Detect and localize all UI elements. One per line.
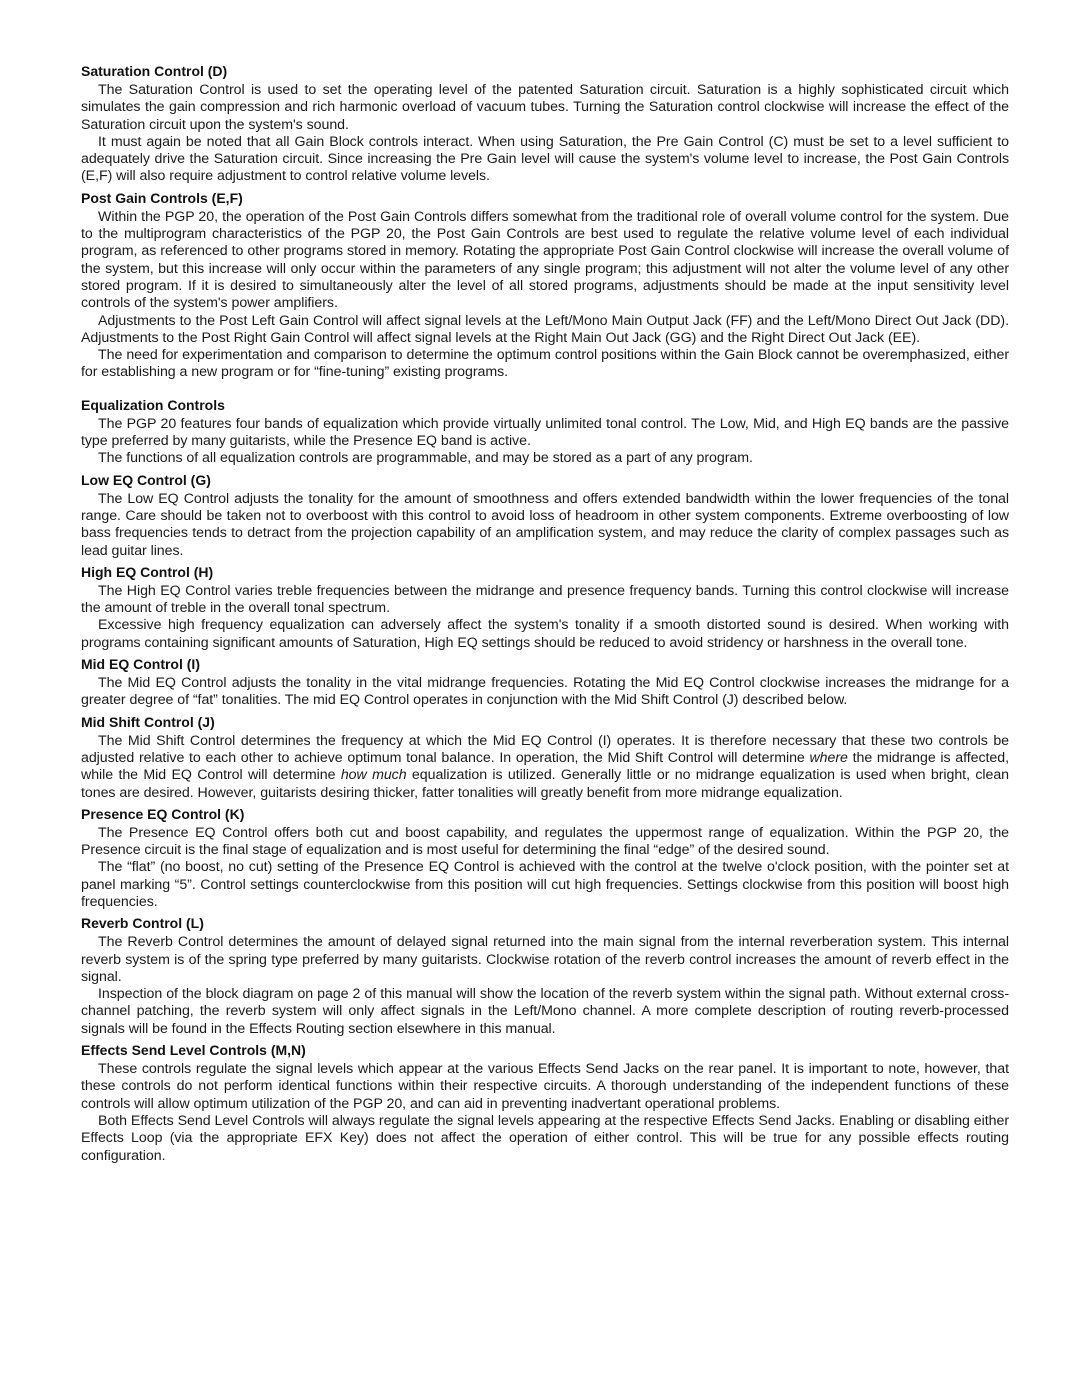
text-run: The Mid Shift Control determines the frequency at which the Mid EQ Control (I) operates. It is therefore necessary that these two controls be adjusted relative to each other to achieve optimum tonal balance. In operation, the Mid Shift Control will determine [81,732,1009,766]
body-paragraph: Within the PGP 20, the operation of the Post Gain Controls differs somewhat from the traditional role of overall volume control for the system. Due to the multiprogram characteristics of the PGP 20, the Post Gain Controls are best used to regulate the relative volume level of each individual program, as referenced to other programs stored in memory. Rotating the appropriate Post Gain Control clockwise will increase the overall volume of the system, but this increase will only occur within the parameters of any single program; this adjustment will not alter the volume level of any other stored program. If it is desired to simultaneously alter the level of all stored programs, adjustments should be made at the input sensitivity level controls of the system's power amplifiers. [81,208,1009,312]
emphasis-text: how much [340,767,407,784]
body-paragraph: These controls regulate the signal levels which appear at the various Effects Send Jacks on the rear panel. It is important to note, however, that these controls do not perform identical functions within their respective circuits. A thorough understanding of the independent functions of these controls will allow optimum utilization of the PGP 20, and can aid in preventing inadvertant operational problems. [81,1061,1009,1112]
section-heading: Mid Shift Control (J) [81,713,215,730]
body-paragraph: Adjustments to the Post Left Gain Control will affect signal levels at the Left/Mono Main Output Jack (FF) and the Left/Mono Direct Out Jack (DD). Adjustments to the Post Right Gain Control will affect signal levels at the Right Main Out Jack (GG) and the Right Direct Out Jack (EE). [81,312,1009,346]
section-heading: High EQ Control (H) [81,563,214,580]
body-paragraph: The High EQ Control varies treble frequencies between the midrange and presence frequency bands. Turning this control clockwise will increase the amount of treble in the overall tonal spectrum. [81,582,1009,617]
section-effects-send-level-controls [81,1041,1009,1165]
body-paragraph: Excessive high frequency equalization can adversely affect the system's tonality if a smooth distorted sound is desired. When working with programs containing significant amounts of Saturation, High EQ settings should be reduced to avoid stridency or harshness in the overall tone. [81,617,1009,651]
body-paragraph [81,733,1009,802]
section-low-eq-control [81,471,1009,560]
manual-page [81,62,1009,1168]
section-heading: Mid EQ Control (I) [81,656,200,673]
section-high-eq-control [81,563,1009,652]
section-post-gain-controls [81,189,1009,382]
text-run: equalization is utilized. Generally little or no midrange equalization is used when bright, clean tones are desired. However, guitarists desiring thicker, fatter tonalities will greatly benefit from more midrange equalization. [81,767,1009,801]
body-paragraph: The Saturation Control is used to set the operating level of the patented Saturation circuit. Saturation is a highly sophisticated circuit which simulates the gain compression and rich harmonic overload of vacuum tubes. Turning the Saturation control clockwise will increase the effect of the Saturation circuit upon the system's sound. [81,82,1009,133]
body-paragraph: The Mid EQ Control adjusts the tonality in the vital midrange frequencies. Rotating the Mid EQ Control clockwise increases the midrange for a greater degree of “fat” tonalities. The mid EQ Control operates in conjunction with the Mid Shift Control (J) described below. [81,675,1009,709]
section-heading: Presence EQ Control (K) [81,805,245,822]
body-paragraph: The PGP 20 features four bands of equalization which provide virtually unlimited tonal control. The Low, Mid, and High EQ bands are the passive type preferred by many guitarists, while the Presence EQ band is active. [81,415,1009,450]
body-paragraph: The Low EQ Control adjusts the tonality for the amount of smoothness and offers extended bandwidth within the lower frequencies of the tonal range. Care should be taken not to overboost with this control to avoid loss of headroom in other system components. Extreme overboosting of low bass frequencies tends to detract from the projection capability of an amplification system, and may reduce the clarity of complex passages such as lead guitar lines. [81,490,1009,559]
section-heading: Equalization Controls [81,396,225,413]
body-paragraph: Both Effects Send Level Controls will always regulate the signal levels appearing at the respective Effects Send Jacks. Enabling or disabling either Effects Loop (via the appropriate EFX Key) does not affect the operation of either control. This will be true for any possible effects routing configuration. [81,1112,1009,1164]
body-paragraph: Inspection of the block diagram on page 2 of this manual will show the location of the reverb system within the signal path. Without external cross-channel patching, the reverb system will only affect signals in the Left/Mono channel. A more complete description of routing reverb-processed signals will be found in the Effects Routing section elsewhere in this manual. [81,986,1009,1037]
text-run: the midrange is affected, while the Mid EQ Control will determine [81,749,1009,784]
section-presence-eq-control [81,805,1009,911]
section-heading: Reverb Control (L) [81,915,204,932]
body-paragraph: It must again be noted that all Gain Block controls interact. When using Saturation, the Pre Gain Control (C) must be set to a level sufficient to adequately drive the Saturation circuit. Since increasing the Pre Gain level will cause the system's volume level to increase, the Post Gain Controls (E,F) will also require adjustment to control relative volume levels. [81,133,1009,185]
body-paragraph: The functions of all equalization controls are programmable, and may be stored as a part of any program. [98,450,753,467]
section-heading: Post Gain Controls (E,F) [81,189,243,206]
section-mid-eq-control [81,655,1009,710]
section-saturation-control [81,62,1009,186]
emphasis-text: where [809,749,848,766]
body-paragraph: The need for experimentation and comparison to determine the optimum control positions within the Gain Block cannot be overemphasized, either for establishing a new program or for “fine-tuning” existing programs. [81,347,1009,381]
body-paragraph: The Reverb Control determines the amount of delayed signal returned into the main signal from the internal reverberation system. This internal reverb system is of the spring type preferred by many guitarists. Clockwise rotation of the reverb control increases the amount of reverb effect in the signal. [81,934,1009,985]
body-paragraph: The “flat” (no boost, no cut) setting of the Presence EQ Control is achieved with the control at the twelve o'clock position, with the pointer set at panel marking “5”. Control settings counterclockwise from this position will cut high frequencies. Settings clockwise from this position will boost high frequencies. [81,859,1009,910]
section-mid-shift-control [81,713,1009,802]
section-heading: Low EQ Control (G) [81,471,211,488]
section-reverb-control [81,914,1009,1038]
section-equalization-controls [81,396,1009,468]
section-heading: Saturation Control (D) [81,63,228,79]
section-heading: Effects Send Level Controls (M,N) [81,1042,306,1059]
body-paragraph: The Presence EQ Control offers both cut and boost capability, and regulates the uppermost range of equalization. Within the PGP 20, the Presence circuit is the final stage of equalization and is most useful for determining the final “edge” of the desired sound. [81,824,1009,859]
